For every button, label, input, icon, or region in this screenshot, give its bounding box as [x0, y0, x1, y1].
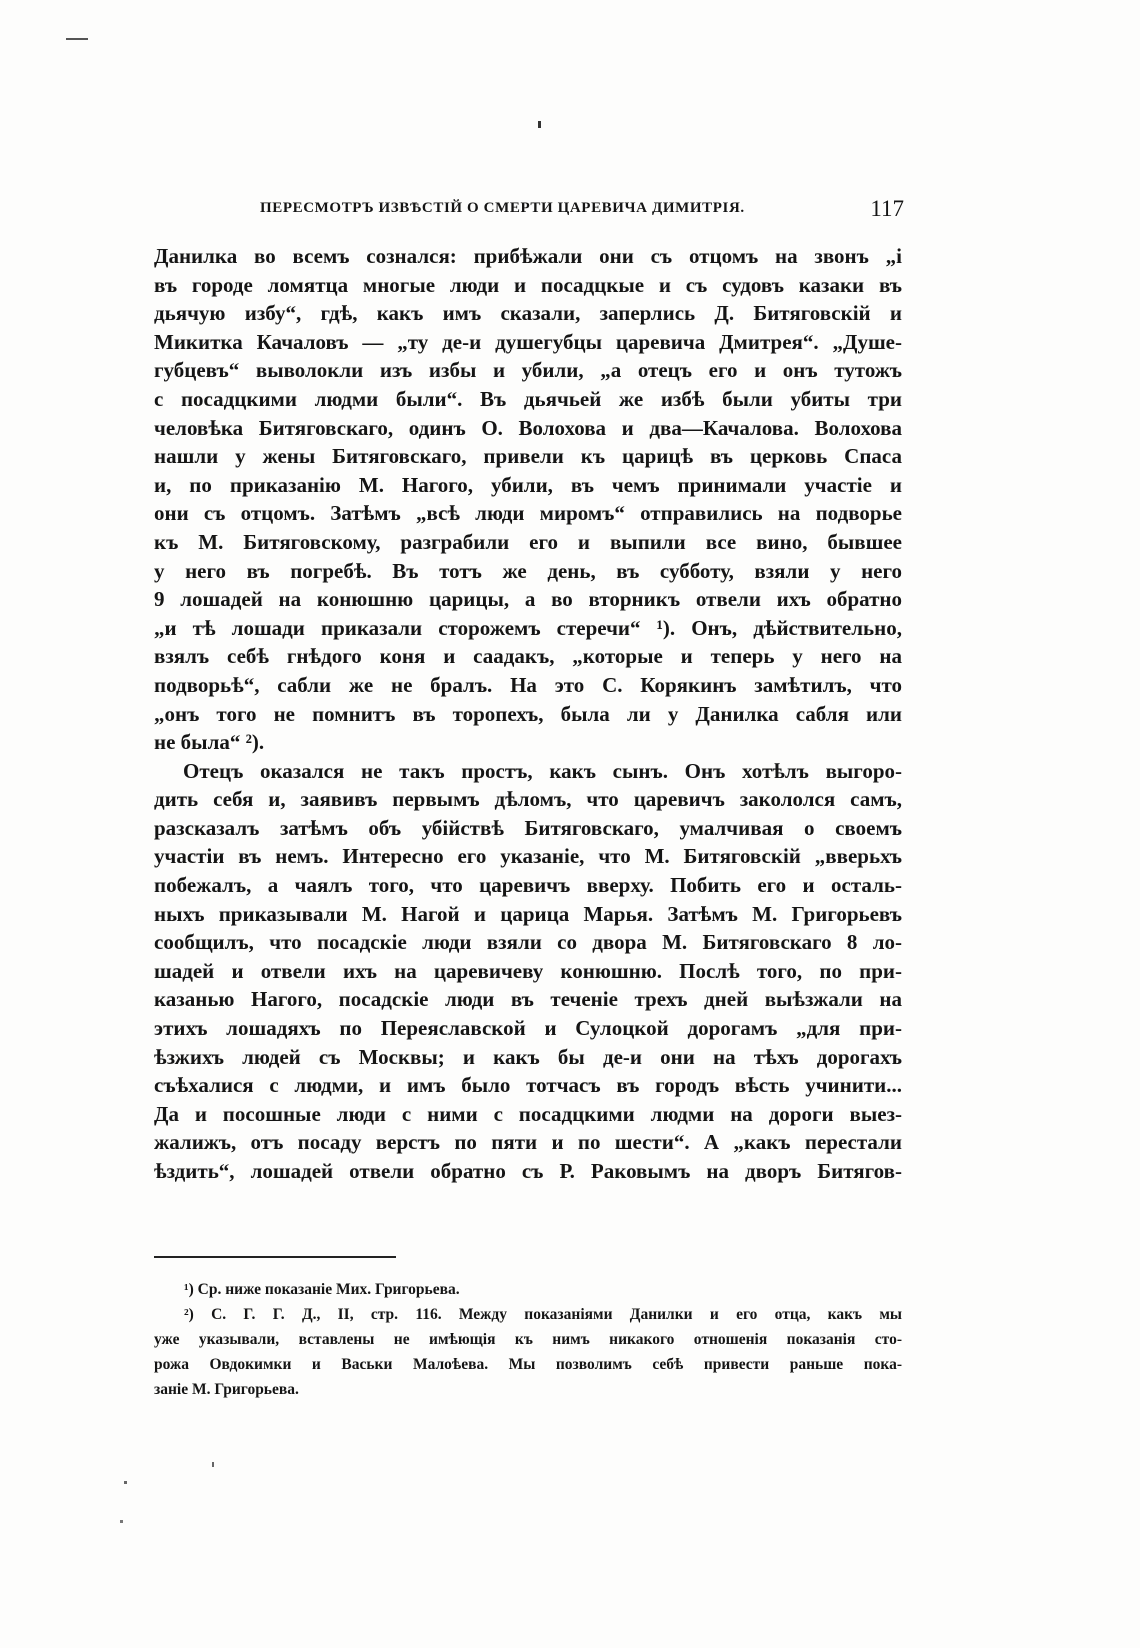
text-line: человѣка Битяговскаго, одинъ О. Волохова и два—Качалова. Волохова	[154, 415, 902, 440]
ink-speck	[124, 1481, 127, 1484]
ink-speck	[120, 1520, 123, 1523]
running-title: ПЕРЕСМОТРЪ ИЗВѢСТІЙ О СМЕРТИ ЦАРЕВИЧА ДИМИТРІЯ.	[260, 200, 745, 216]
text-line: побежалъ, а чаялъ того, что царевичъ вверху. Побить его и осталь-	[154, 873, 902, 898]
text-line: этихъ лошадяхъ по Переяславской и Сулоцкой дорогамъ „для при-	[154, 1016, 902, 1041]
text-line: участіи въ немъ. Интересно его указаніе, что М. Битяговскій „вверьхъ	[154, 844, 902, 869]
paragraph	[154, 757, 902, 1186]
footnotes	[154, 1277, 902, 1402]
text-line: нашли у жены Битяговскаго, привели къ царицѣ въ церковь Спаса	[154, 444, 902, 469]
text-line: сообщилъ, что посадскіе люди взяли со двора М. Битяговскаго 8 ло-	[154, 930, 902, 955]
text-line: жалижъ, отъ посаду верстъ по пяти и по шести“. А „какъ перестали	[154, 1130, 902, 1155]
page-header	[156, 196, 904, 226]
text-line: и, по приказанію М. Нагого, убили, въ чемъ принимали участіе и	[154, 472, 902, 497]
text-line: разсказалъ затѣмъ объ убійствѣ Битяговскаго, умалчивая о своемъ	[154, 815, 902, 840]
text-line: къ М. Битяговскому, разграбили его и выпили все вино, бывшее	[154, 529, 902, 554]
page-edge-mark	[66, 38, 88, 40]
text-line: подворьѣ“, сабли же не бралъ. На это С. Корякинъ замѣтилъ, что	[154, 672, 902, 697]
text-line: дьячую избу“, гдѣ, какъ имъ сказали, заперлись Д. Битяговскій и	[154, 301, 902, 326]
text-line: ныхъ приказывали М. Нагой и царица Марья. Затѣмъ М. Григорьевъ	[154, 901, 902, 926]
footnote-2	[154, 1302, 902, 1402]
text-line: 9 лошадей на конюшню царицы, а во вторникъ отвели ихъ обратно	[154, 587, 902, 612]
body-text	[154, 242, 902, 1186]
ink-speck	[212, 1462, 214, 1467]
footnote-line: ¹) Ср. ниже показаніе Мих. Григорьева.	[184, 1281, 460, 1298]
footnote-line: рожа Овдокимки и Васьки Малоѣева. Мы позволимъ себѣ привести раньше пока-	[154, 1356, 902, 1373]
text-line: Отецъ оказался не такъ простъ, какъ сынъ. Онъ хотѣлъ выгоро-	[183, 758, 902, 783]
footnote-line: уже указывали, вставлены не имѣющія къ нимъ никакого отношенія показанія сто-	[154, 1331, 902, 1348]
text-line: Данилка во всемъ сознался: прибѣжали они съ отцомъ на звонъ „і	[154, 244, 902, 268]
page-number: 117	[870, 196, 904, 221]
text-line: „онъ того не помнитъ въ торопехъ, была ли у Данилка сабля или	[154, 701, 902, 726]
footnote-line: ²) С. Г. Г. Д., II, стр. 116. Между показаніями Данилки и его отца, какъ мы	[184, 1306, 902, 1323]
text-line: Микитка Качаловъ — „ту де-и душегубцы царевича Дмитрея“. „Душе-	[154, 329, 902, 354]
footnote-line: заніе М. Григорьева.	[154, 1381, 299, 1398]
paragraph	[154, 242, 902, 757]
text-line: у него въ погребѣ. Въ тотъ же день, въ субботу, взяли у него	[154, 558, 902, 583]
text-line: губцевъ“ выволокли изъ избы и убили, „а отецъ его и онъ тутожъ	[154, 358, 902, 383]
text-line: казанью Нагого, посадскіе люди въ теченіе трехъ дней выѣзжали на	[154, 987, 902, 1012]
text-line: „и тѣ лошади приказали сторожемъ стеречи“ ¹). Онъ, дѣйствительно,	[154, 615, 902, 640]
text-line: Да и посошные люди с ними с посадцкими людми на дороги выез-	[154, 1101, 902, 1126]
text-line: они съ отцомъ. Затѣмъ „всѣ люди миромъ“ отправились на подворье	[154, 501, 902, 526]
ink-speck	[538, 121, 541, 128]
text-line: въ городе ломятца многые люди и посадцкые и съ судовъ казаки въ	[154, 272, 902, 297]
footnote-rule	[154, 1256, 396, 1258]
text-line: ѣзжихъ людей съ Москвы; и какъ бы де-и они на тѣхъ дорогахъ	[154, 1044, 902, 1069]
text-line: с посадцкими людми были“. Въ дьячьей же избѣ были убиты три	[154, 386, 902, 411]
footnote-1	[154, 1277, 902, 1302]
text-line: шадей и отвели ихъ на царевичеву конюшню. Послѣ того, по при-	[154, 958, 902, 983]
text-line: ѣздить“, лошадей отвели обратно съ Р. Раковымъ на дворъ Битягов-	[154, 1159, 902, 1183]
text-line: не была“ ²).	[154, 730, 265, 755]
text-line: взялъ себѣ гнѣдого коня и саадакъ, „которые и теперь у него на	[154, 644, 902, 669]
text-line: дить себя и, заявивъ первымъ дѣломъ, что царевичъ закололся самъ,	[154, 787, 902, 812]
text-line: съѣхалися с людми, и имъ было тотчасъ въ городъ вѣсть учинити...	[154, 1073, 902, 1098]
